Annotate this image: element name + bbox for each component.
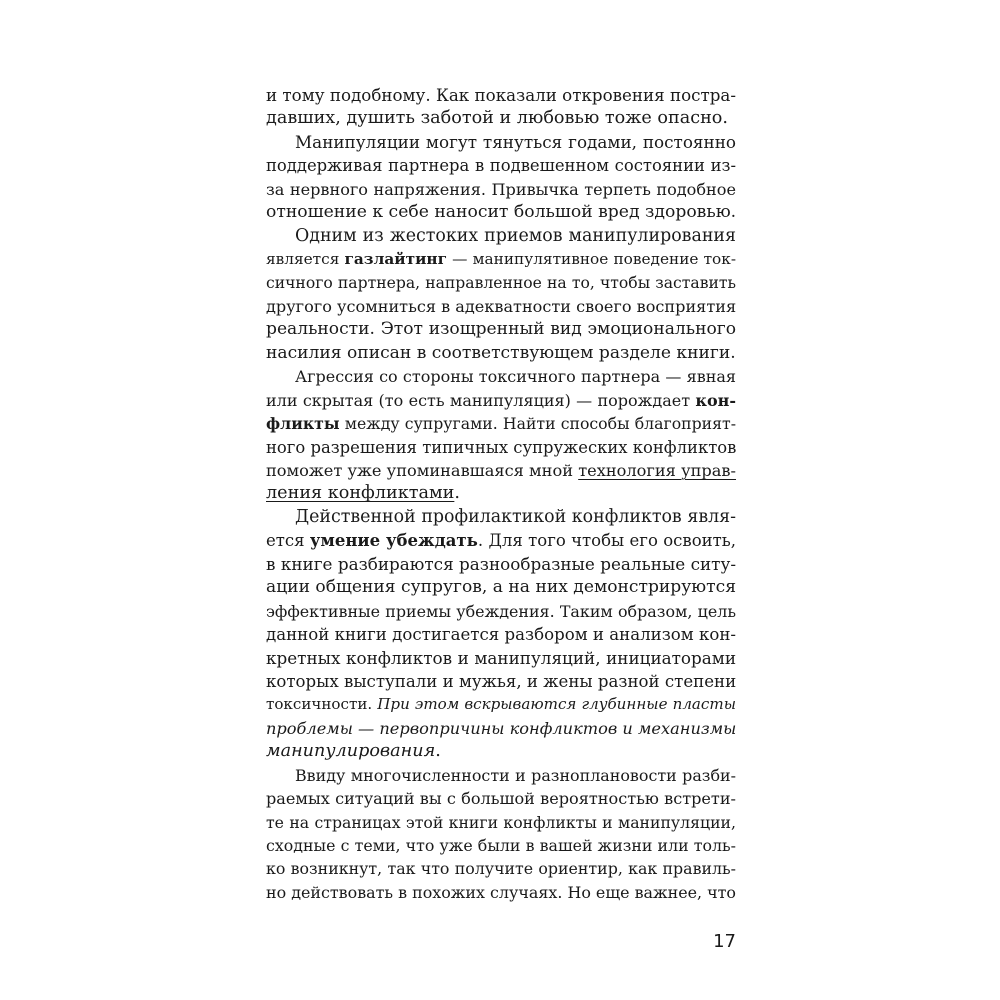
text-segment: Одним из жестоких приемов манипулирования <box>295 225 736 246</box>
text-segment: отношение к себе наносит большой вред здоровью. <box>266 202 737 223</box>
text-segment: давших, душить заботой и любовью тоже опасно. <box>266 108 728 129</box>
text-line <box>266 225 736 248</box>
text-segment: ется <box>266 531 310 551</box>
underlined-reference[interactable]: технология управ- <box>578 461 737 480</box>
text-line <box>266 787 736 810</box>
text-segment: сходные с теми, что уже были в вашей жизни или толь- <box>266 836 736 855</box>
text-segment: ного разрешения типичных супружеских конфликтов <box>266 437 737 457</box>
text-segment: . <box>454 483 460 504</box>
text-line <box>266 529 736 552</box>
text-segment: которых выступали и мужья, и жены разной степени <box>266 671 737 691</box>
text-segment: насилия описан в соответствующем разделе книги. <box>266 342 736 363</box>
underlined-reference[interactable]: ления конфликтами <box>266 483 455 504</box>
text-segment: но действовать в похожих случаях. Но еще важнее, что <box>266 882 736 902</box>
text-segment: — манипулятивное поведение ток- <box>447 250 736 269</box>
text-line <box>266 482 736 505</box>
text-line <box>266 131 736 154</box>
text-line <box>266 623 736 646</box>
text-line <box>266 84 736 107</box>
text-line <box>266 506 736 529</box>
text-segment: эффективные приемы убеждения. Таким образом, цель <box>266 601 736 621</box>
text-segment: или скрытая (то есть манипуляция) — порождает <box>266 390 696 410</box>
bold-term: фликты <box>266 414 340 434</box>
text-line <box>266 553 736 576</box>
page-body <box>266 84 736 904</box>
italic-text: При этом вскрываются глубинные пласты <box>377 695 736 714</box>
text-line <box>266 178 736 201</box>
text-line <box>266 389 736 412</box>
text-segment: является <box>266 250 345 269</box>
text-segment: другого усомниться в адекватности своего восприятия <box>266 296 737 316</box>
text-segment: Действенной профилактикой конфликтов явля- <box>295 506 736 527</box>
text-line <box>266 365 736 388</box>
text-line <box>266 107 736 130</box>
text-line <box>266 201 736 224</box>
text-line <box>266 857 736 880</box>
text-segment: данной книги достигается разбором и анализом кон- <box>266 625 736 645</box>
text-line <box>266 295 736 318</box>
text-segment: ации общения супругов, а на них демонстрируются <box>266 577 736 598</box>
text-segment: поддерживая партнера в подвешенном состоянии из- <box>266 156 736 176</box>
text-segment: между супругами. Найти способы благоприят- <box>339 414 736 434</box>
text-segment: токсичности. <box>266 695 378 714</box>
text-segment: реальности. Этот изощренный вид эмоционального <box>266 319 736 340</box>
text-line <box>266 318 736 341</box>
text-segment: в книге разбираются разнообразные реальные ситу- <box>266 553 736 574</box>
text-line <box>266 881 736 904</box>
text-line <box>266 647 736 670</box>
text-segment: ко возникнут, так что получите ориентир, как правиль- <box>266 859 736 879</box>
page-number: 17 <box>713 931 736 952</box>
italic-text: манипулирования <box>266 741 436 762</box>
text-line <box>266 576 736 599</box>
text-segment: Агрессия со стороны токсичного партнера — явная <box>295 367 736 387</box>
text-segment: кретных конфликтов и манипуляций, инициаторами <box>266 647 736 668</box>
text-line <box>266 693 736 716</box>
text-line <box>266 740 736 763</box>
text-segment: Ввиду многочисленности и разноплановости разби- <box>295 765 736 785</box>
text-line <box>266 248 736 271</box>
text-segment: и тому подобному. Как показали откровения постра- <box>266 85 736 105</box>
text-line <box>266 600 736 623</box>
text-segment: . <box>435 741 441 762</box>
text-line <box>266 834 736 857</box>
text-line <box>266 717 736 740</box>
text-line <box>266 412 736 435</box>
text-segment: поможет уже упоминавшаяся мной <box>266 461 579 480</box>
text-line <box>266 459 736 482</box>
text-segment: раемых ситуаций вы с большой вероятностью встрети- <box>266 789 736 809</box>
text-line <box>266 272 736 295</box>
text-segment: те на страницах этой книги конфликты и манипуляции, <box>266 812 736 832</box>
text-line <box>266 154 736 177</box>
text-line <box>266 764 736 787</box>
text-segment: за нервного напряжения. Привычка терпеть подобное <box>266 179 736 199</box>
text-segment: . Для того чтобы его освоить, <box>477 531 737 551</box>
text-segment: сичного партнера, направленное на то, чтобы заставить <box>266 273 736 292</box>
text-line <box>266 436 736 459</box>
bold-term: газлайтинг <box>344 250 448 269</box>
text-line <box>266 670 736 693</box>
text-segment: Манипуляции могут тянуться годами, постоянно <box>295 131 736 152</box>
text-line <box>266 342 736 365</box>
italic-text: проблемы — первопричины конфликтов и механизмы <box>266 718 737 738</box>
bold-term: умение убеждать <box>309 531 478 551</box>
bold-term: кон- <box>695 390 736 410</box>
text-line <box>266 811 736 834</box>
